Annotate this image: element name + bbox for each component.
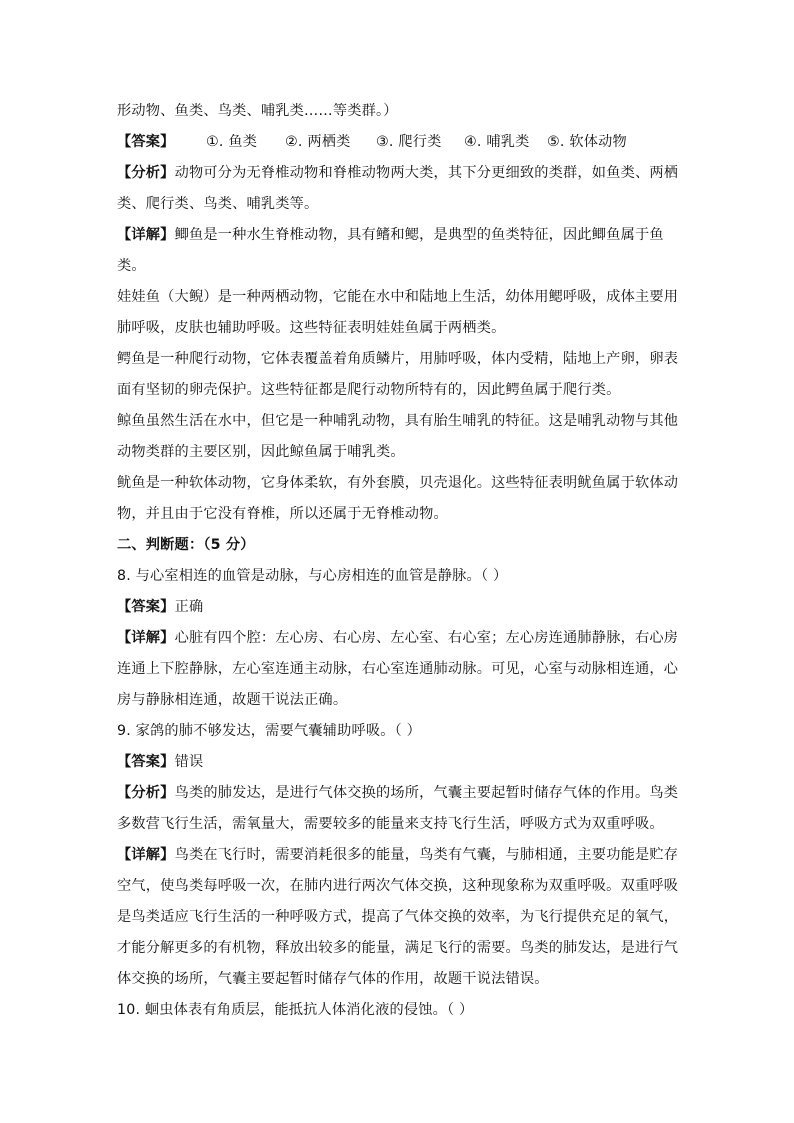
line-text: 形动物、鱼类、鸟类、哺乳类……等类群。） — [117, 103, 398, 119]
text-line — [117, 349, 678, 369]
line-text: 肺呼吸，皮肤也辅助呼吸。这些特征表明娃娃鱼属于两栖类。 — [117, 320, 506, 336]
text-line — [117, 907, 678, 927]
line-text: 鲫鱼是一种水生脊椎动物，具有鳍和鳃，是典型的鱼类特征，因此鲫鱼属于鱼 — [174, 227, 664, 243]
text-line — [117, 783, 678, 803]
text-line — [117, 225, 664, 245]
line-text: 连通上下腔静脉，左心室连通主动脉，右心室连通肺动脉。可见，心室与动脉相连通，心 — [117, 661, 679, 677]
text-line — [117, 287, 678, 307]
line-text: 鳄鱼是一种爬行动物，它体表覆盖着角质鳞片，用肺呼吸，体内受精，陆地上产卵，卵表 — [117, 351, 679, 367]
section-tag: 【答案】 — [117, 134, 175, 150]
text-line — [117, 566, 507, 586]
text-line — [117, 473, 678, 493]
line-text: 房与静脉相连通，故题干说法正确。 — [117, 692, 348, 708]
text-line — [117, 690, 347, 710]
text-line — [117, 380, 621, 400]
text-line — [117, 628, 678, 648]
text-line — [117, 752, 203, 772]
section-tag: 【答案】 — [117, 754, 175, 770]
line-text: 面有坚韧的卵壳保护。这些特征都是爬行动物所特有的，因此鳄鱼属于爬行类。 — [117, 382, 621, 398]
line-text: 体交换的场所，气囊主要起暂时储存气体的作用，故题干说法错误。 — [117, 971, 549, 987]
text-line — [117, 256, 146, 276]
answer-option: ②. 两栖类 — [285, 134, 351, 150]
answer-option: ⑤. 软体动物 — [547, 134, 627, 150]
text-line — [117, 597, 203, 617]
line-text: 正确 — [174, 599, 204, 615]
section-tag: 【分析】 — [117, 785, 175, 801]
section-tag: 【分析】 — [117, 165, 175, 181]
text-line — [117, 101, 398, 121]
line-text: 动物类群的主要区别，因此鲸鱼属于哺乳类。 — [117, 444, 405, 460]
text-line — [117, 876, 678, 896]
line-text: 是鸟类适应飞行生活的一种呼吸方式，提高了气体交换的效率，为飞行提供充足的氧气， — [117, 909, 679, 925]
text-line — [117, 535, 255, 555]
line-text: 8. 与心室相连的血管是动脉，与心房相连的血管是静脉。（ ） — [117, 568, 508, 584]
text-line — [117, 194, 318, 214]
line-text: 类、爬行类、鸟类、哺乳类等。 — [117, 196, 319, 212]
text-line — [117, 1000, 473, 1020]
text-line — [117, 318, 505, 338]
line-text: 鱿鱼是一种软体动物，它身体柔软，有外套膜，贝壳退化。这些特征表明鱿鱼属于软体动 — [117, 475, 679, 491]
line-text: 9. 家鸽的肺不够发达，需要气囊辅助呼吸。（ ） — [117, 723, 422, 739]
text-line — [117, 442, 405, 462]
line-text: 空气，使鸟类每呼吸一次，在肺内进行两次气体交换，这种现象称为双重呼吸。双重呼吸 — [117, 878, 679, 894]
text-line — [117, 814, 664, 834]
section-tag: 【答案】 — [117, 599, 175, 615]
line-text: 二、判断题：（5 分） — [117, 537, 255, 553]
line-text: 错误 — [174, 754, 204, 770]
text-line — [117, 504, 448, 524]
text-line — [117, 659, 678, 679]
answer-option: ①. 鱼类 — [206, 134, 258, 150]
section-tag: 【详解】 — [117, 847, 175, 863]
text-line — [117, 969, 549, 989]
text-line — [117, 845, 678, 865]
line-text: 鸟类在飞行时，需要消耗很多的能量，鸟类有气囊，与肺相通，主要功能是贮存 — [174, 847, 679, 863]
text-line — [117, 411, 678, 431]
line-text: 10. 蛔虫体表有角质层，能抵抗人体消化液的侵蚀。（ ） — [117, 1002, 474, 1018]
answer-option: ④. 哺乳类 — [464, 134, 530, 150]
line-text: 动物可分为无脊椎动物和脊椎动物两大类，其下分更细致的类群，如鱼类、两栖 — [174, 165, 679, 181]
text-line — [117, 721, 421, 741]
answer-option: ③. 爬行类 — [376, 134, 442, 150]
text-line — [117, 938, 678, 958]
answer-row — [117, 132, 677, 152]
line-text: 鲸鱼虽然生活在水中，但它是一种哺乳动物，具有胎生哺乳的特征。这是哺乳动物与其他 — [117, 413, 679, 429]
line-text: 心脏有四个腔：左心房、右心房、左心室、右心室；左心房连通肺静脉，右心房 — [174, 630, 679, 646]
line-text: 物，并且由于它没有脊椎，所以还属于无脊椎动物。 — [117, 506, 448, 522]
text-line — [117, 163, 678, 183]
line-text: 鸟类的肺发达，是进行气体交换的场所，气囊主要起暂时储存气体的作用。鸟类 — [174, 785, 679, 801]
section-tag: 【详解】 — [117, 630, 175, 646]
line-text: 娃娃鱼（大鲵）是一种两栖动物，它能在水中和陆地上生活，幼体用鳃呼吸，成体主要用 — [117, 289, 679, 305]
line-text: 才能分解更多的有机物，释放出较多的能量，满足飞行的需要。鸟类的肺发达，是进行气 — [117, 940, 679, 956]
line-text: 类。 — [117, 258, 146, 274]
line-text: 多数营飞行生活，需氧量大，需要较多的能量来支持飞行生活，呼吸方式为双重呼吸。 — [117, 816, 664, 832]
section-tag: 【详解】 — [117, 227, 175, 243]
